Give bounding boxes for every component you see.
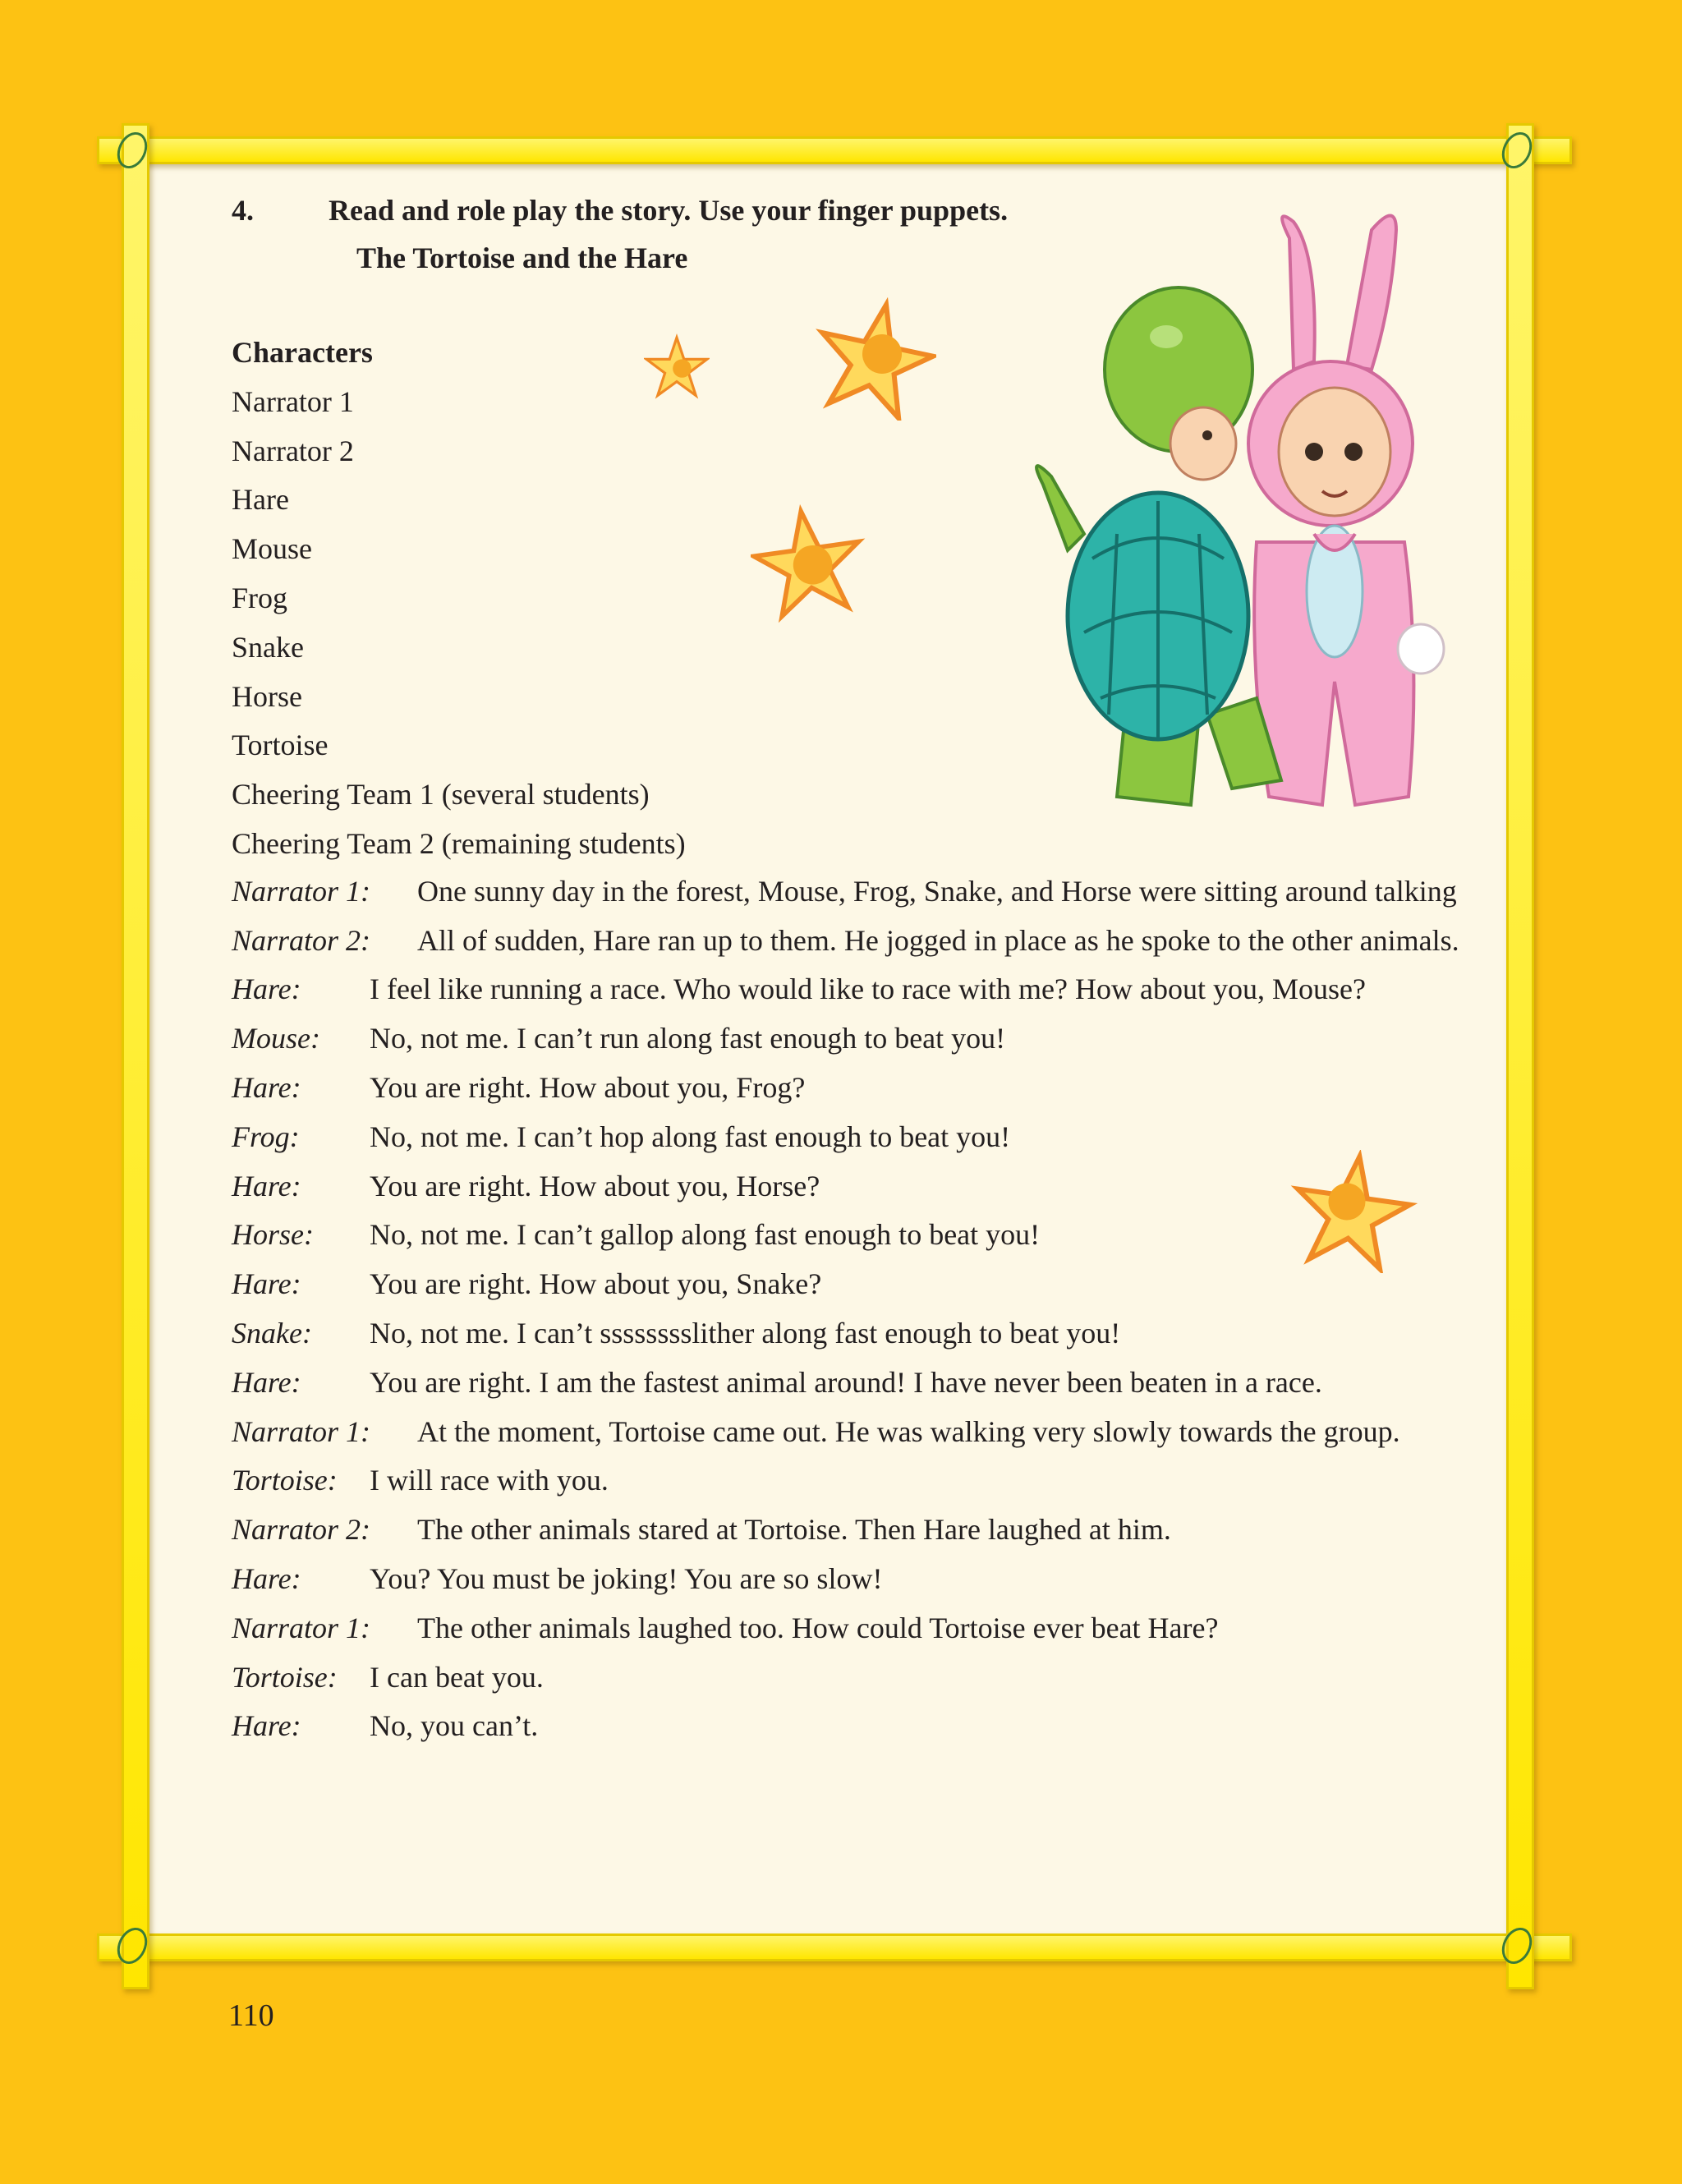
dialogue-line xyxy=(232,1411,1513,1452)
dialogue-speaker: Tortoise: xyxy=(232,1464,338,1497)
dialogue-text: I will race with you. xyxy=(370,1464,609,1497)
dialogue-speaker: Snake: xyxy=(232,1316,312,1349)
dialogue-text: No, you can’t. xyxy=(370,1709,539,1743)
dialogue-line xyxy=(232,1263,1513,1304)
character-item: Cheering Team 2 (remaining students) xyxy=(232,826,686,860)
dialogue-text: No, not me. I can’t sssssssslither along fast enough to beat you! xyxy=(370,1316,1121,1349)
dialogue-text: All of sudden, Hare ran up to them. He jogged in place as he spoke to the other animals. xyxy=(417,923,1459,957)
dialogue-speaker: Frog: xyxy=(232,1120,300,1153)
dialogue-speaker: Hare: xyxy=(232,1709,301,1743)
dialogue xyxy=(232,871,1513,1747)
dialogue-speaker: Hare: xyxy=(232,1267,301,1301)
character-item: Mouse xyxy=(232,532,312,566)
dialogue-speaker: Hare: xyxy=(232,1561,301,1595)
dialogue-text: I feel like running a race. Who would like to race with me? How about you, Mouse? xyxy=(370,972,1366,1006)
dialogue-speaker: Hare: xyxy=(232,1169,301,1202)
characters-title: Characters xyxy=(232,336,373,369)
dialogue-speaker: Mouse: xyxy=(232,1022,320,1055)
dialogue-line xyxy=(232,1018,1513,1059)
exercise-instruction: Read and role play the story. Use your finger puppets. xyxy=(329,194,1009,227)
dialogue-text: The other animals laughed too. How could Tortoise ever beat Hare? xyxy=(417,1611,1219,1644)
dialogue-text: You are right. How about you, Horse? xyxy=(370,1169,820,1202)
dialogue-speaker: Narrator 2: xyxy=(232,1513,371,1547)
dialogue-line xyxy=(232,871,1513,912)
exercise-number: 4. xyxy=(232,194,254,227)
dialogue-line xyxy=(232,1460,1513,1501)
dialogue-line xyxy=(232,1705,1513,1746)
character-item: Cheering Team 1 (several students) xyxy=(232,778,650,812)
characters-list xyxy=(232,329,1513,869)
page-number: 110 xyxy=(228,1998,274,2033)
character-item: Horse xyxy=(232,679,302,713)
character-item: Hare xyxy=(232,483,289,517)
dialogue-line xyxy=(232,1166,1513,1207)
dialogue-line xyxy=(232,968,1513,1009)
dialogue-speaker: Narrator 1: xyxy=(232,1414,371,1448)
dialogue-text: You are right. I am the fastest animal around! I have never been beaten in a race. xyxy=(370,1365,1322,1399)
dialogue-line xyxy=(232,1214,1513,1255)
dialogue-speaker: Hare: xyxy=(232,1365,301,1399)
dialogue-speaker: Tortoise: xyxy=(232,1660,338,1694)
dialogue-text: At the moment, Tortoise came out. He was walking very slowly towards the group. xyxy=(417,1414,1400,1448)
dialogue-line xyxy=(232,1116,1513,1157)
dialogue-text: You are right. How about you, Snake? xyxy=(370,1267,822,1301)
dialogue-text: The other animals stared at Tortoise. Then Hare laughed at him. xyxy=(417,1513,1171,1547)
character-item: Snake xyxy=(232,630,304,664)
dialogue-line xyxy=(232,1362,1513,1403)
dialogue-line xyxy=(232,1558,1513,1599)
dialogue-speaker: Horse: xyxy=(232,1218,314,1252)
character-item: Frog xyxy=(232,581,288,614)
frame-top-bar xyxy=(97,136,1572,164)
exercise-heading xyxy=(232,189,1513,232)
page-content xyxy=(232,189,1513,1754)
dialogue-line xyxy=(232,920,1513,961)
dialogue-text: No, not me. I can’t gallop along fast enough to beat you! xyxy=(370,1218,1041,1252)
dialogue-line xyxy=(232,1509,1513,1550)
dialogue-line xyxy=(232,1657,1513,1698)
frame-left-bar xyxy=(122,123,149,1989)
dialogue-speaker: Narrator 1: xyxy=(232,1611,371,1644)
dialogue-text: No, not me. I can’t run along fast enough to beat you! xyxy=(370,1022,1006,1055)
story-title: The Tortoise and the Hare xyxy=(356,241,688,274)
dialogue-line xyxy=(232,1313,1513,1354)
dialogue-text: One sunny day in the forest, Mouse, Frog, Snake, and Horse were sitting around talking xyxy=(417,874,1457,908)
dialogue-speaker: Hare: xyxy=(232,972,301,1006)
dialogue-text: I can beat you. xyxy=(370,1660,544,1694)
dialogue-speaker: Narrator 1: xyxy=(232,874,371,908)
dialogue-text: You? You must be joking! You are so slow! xyxy=(370,1561,883,1595)
frame-bottom-bar xyxy=(97,1933,1572,1961)
character-item: Narrator 1 xyxy=(232,384,354,418)
dialogue-line xyxy=(232,1067,1513,1108)
dialogue-text: No, not me. I can’t hop along fast enough to beat you! xyxy=(370,1120,1011,1153)
dialogue-text: You are right. How about you, Frog? xyxy=(370,1070,806,1104)
character-item: Narrator 2 xyxy=(232,434,354,467)
dialogue-speaker: Hare: xyxy=(232,1070,301,1104)
character-item: Tortoise xyxy=(232,729,329,762)
dialogue-line xyxy=(232,1607,1513,1648)
dialogue-speaker: Narrator 2: xyxy=(232,923,371,957)
